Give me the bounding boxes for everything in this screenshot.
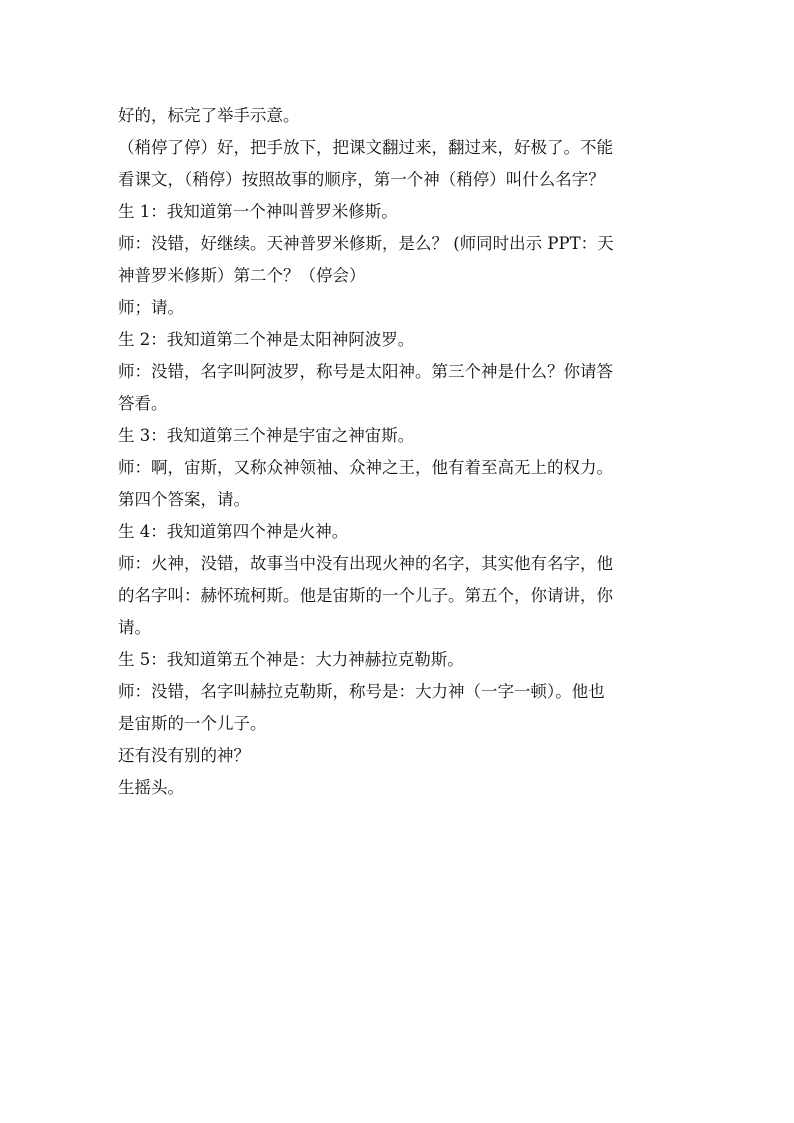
paragraph: 生 3：我知道第三个神是宇宙之神宙斯。: [118, 426, 415, 445]
paragraph: 生 4：我知道第四个神是火神。: [118, 522, 349, 541]
paragraph: 生 5：我知道第五个神是：大力神赫拉克勒斯。: [118, 650, 464, 669]
paragraph: 生摇头。: [118, 778, 184, 797]
paragraph: 的名字叫：赫怀琉柯斯。他是宙斯的一个儿子。第五个，你请讲，你: [118, 586, 613, 605]
paragraph: 是宙斯的一个儿子。: [118, 714, 267, 733]
paragraph: 师：没错，名字叫阿波罗，称号是太阳神。第三个神是什么？你请答: [118, 362, 613, 381]
paragraph: 师：没错，好继续。天神普罗米修斯，是么？ (师同时出示 PPT：天: [118, 234, 614, 253]
paragraph: （稍停了停）好，把手放下，把课文翻过来，翻过来，好极了。不能: [118, 138, 613, 157]
paragraph: 还有没有别的神？: [118, 746, 250, 765]
paragraph: 生 1：我知道第一个神叫普罗米修斯。: [118, 202, 398, 221]
paragraph: 生 2：我知道第二个神是太阳神阿波罗。: [118, 330, 415, 349]
paragraph: 神普罗米修斯）第二个？（停会）: [118, 266, 366, 285]
paragraph: 第四个答案，请。: [118, 490, 250, 509]
paragraph: 好的，标完了举手示意。: [118, 106, 300, 125]
paragraph: 请。: [118, 618, 151, 637]
paragraph: 师：火神，没错，故事当中没有出现火神的名字，其实他有名字，他: [118, 554, 613, 573]
paragraph: 师：啊，宙斯，又称众神领袖、众神之王，他有着至高无上的权力。: [118, 458, 613, 477]
paragraph: 师；请。: [118, 298, 184, 317]
paragraph: 师：没错，名字叫赫拉克勒斯，称号是：大力神（一字一顿）。他也: [118, 682, 605, 701]
paragraph: 答看。: [118, 394, 168, 413]
paragraph: 看课文，（稍停）按照故事的顺序，第一个神（稍停）叫什么名字？: [118, 170, 605, 189]
document-body: [118, 100, 678, 804]
